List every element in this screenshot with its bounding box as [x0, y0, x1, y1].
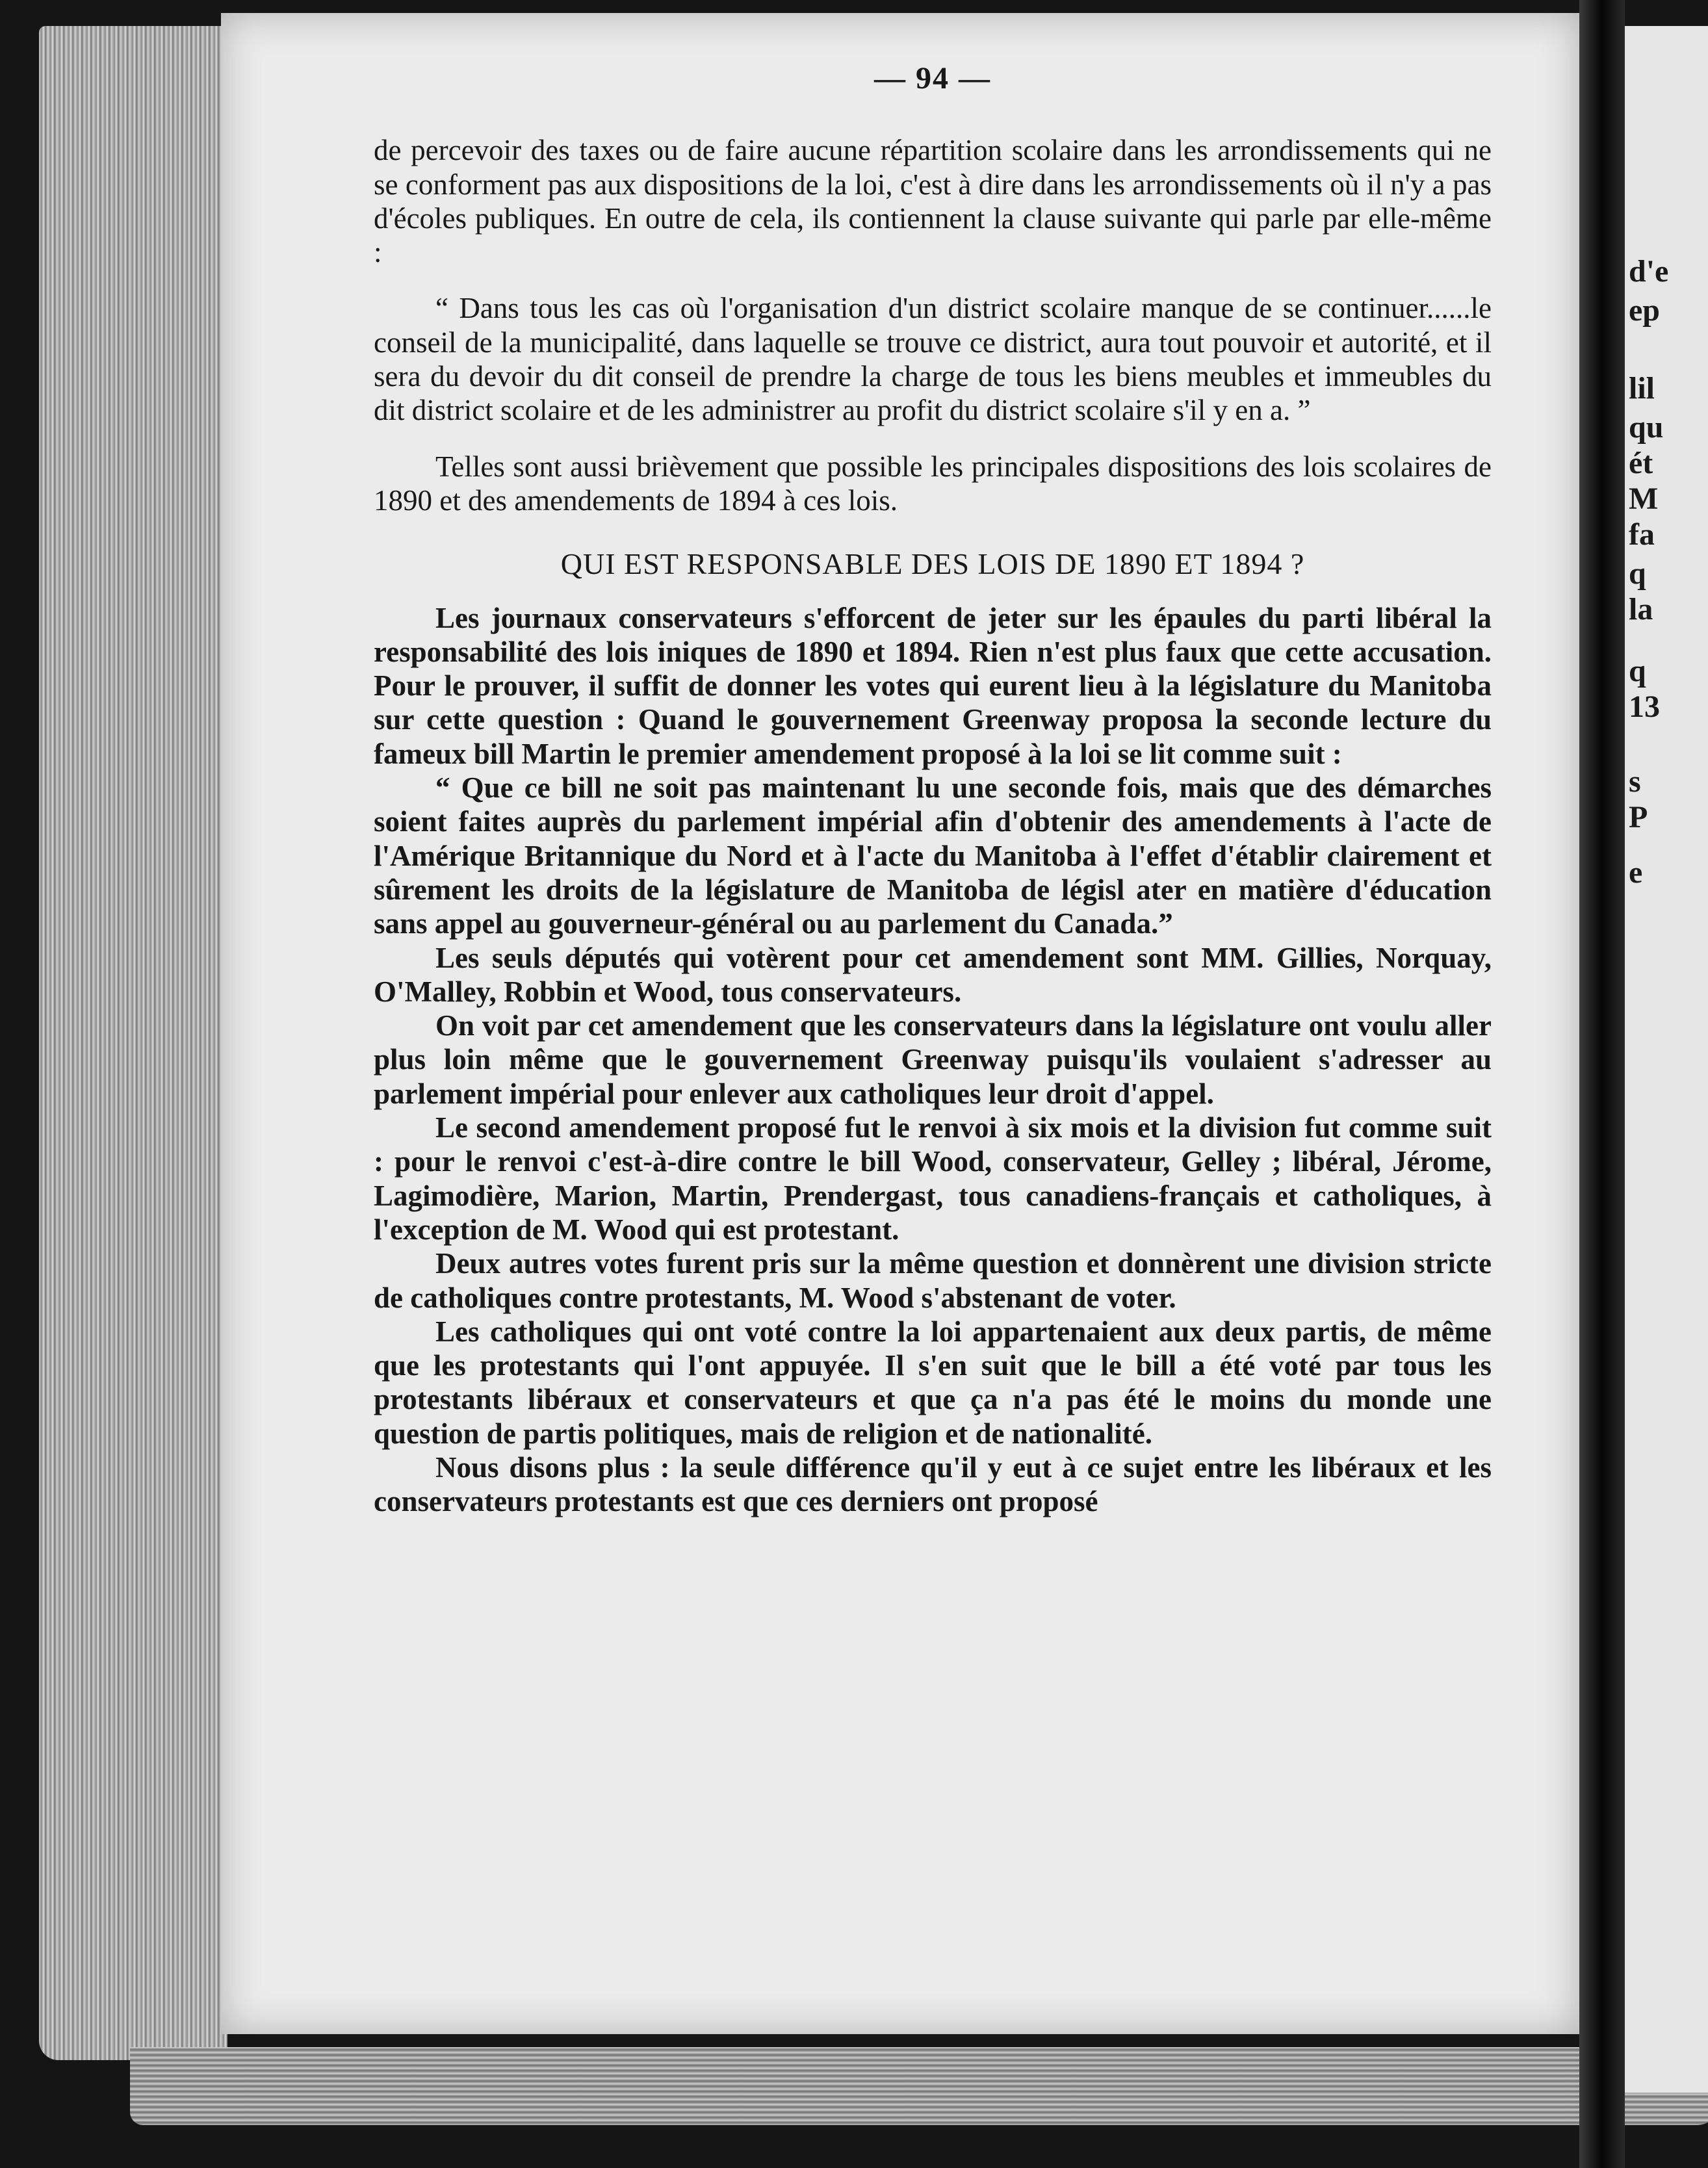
section-heading: QUI EST RESPONSABLE DES LOIS DE 1890 ET 1894 ?: [560, 547, 1305, 581]
facing-page-fragment: ep: [1629, 293, 1660, 328]
page-edges-left: [39, 26, 227, 2060]
facing-page-fragment: P: [1629, 800, 1648, 834]
facing-page-fragment: M: [1629, 482, 1659, 516]
facing-page-fragment: d'e: [1629, 254, 1669, 289]
facing-page: [1625, 26, 1708, 2093]
facing-page-fragment: fa: [1629, 517, 1655, 552]
facing-page-fragment: ét: [1629, 446, 1653, 480]
facing-page-fragment: q: [1629, 654, 1646, 688]
facing-page-fragment: q: [1629, 556, 1646, 591]
facing-page-fragment: qu: [1629, 410, 1664, 445]
paragraph: de percevoir des taxes ou de faire aucune répartition scolaire dans les arrondissements qui ne se conforment pas aux dispositions de la loi, c'est à dire dans les arrondissements où il n'y a pas d'écoles publiques. En outre de cela, ils contiennent la clause suivante qui parle par elle-même :: [374, 134, 1492, 269]
facing-page-fragment: e: [1629, 855, 1643, 890]
paragraph: Les catholiques qui ont voté contre la loi appartenaient aux deux partis, de même que les protestants qui l'ont appuyée. Il s'en suit que le bill a été voté par tous les protestants libéraux et conservateurs et que ça n'a pas été le moins du monde une question de partis politiques, mais de religion et de nationalité.: [374, 1315, 1492, 1450]
facing-page-fragment: s: [1629, 764, 1641, 799]
page-number: — 94 —: [874, 61, 991, 96]
quoted-amendment: “ Que ce bill ne soit pas maintenant lu une seconde fois, mais que des démarches soient faites auprès du parlement impérial afin d'obtenir des amendements à l'acte de l'Amérique Britannique du Nord et à l'acte du Manitoba à l'effet d'établir clairement et sûrement les droits de la législature de Manitoba de législ ater en matière d'éducation sans appel au gouverneur-général ou au parlement du Canada.”: [374, 771, 1492, 940]
facing-page-fragment: la: [1629, 592, 1653, 626]
facing-page-fragment: lil: [1629, 371, 1655, 406]
paragraph: Nous disons plus : la seule différence qu'il y eut à ce sujet entre les libéraux et les conservateurs protestants est que ces derniers ont proposé: [374, 1451, 1492, 1518]
page-text: [374, 62, 1492, 1519]
paragraph: Les seuls députés qui votèrent pour cet amendement sont MM. Gillies, Norquay, O'Malley, Robbin et Wood, tous conservateurs.: [374, 941, 1492, 1008]
page-edges-bottom: [130, 2047, 1708, 2125]
paragraph: Les journaux conservateurs s'efforcent de jeter sur les épaules du parti libéral la responsabilité des lois iniques de 1890 et 1894. Rien n'est plus faux que cette accusation. Pour le prouver, il suffit de donner les votes qui eurent lieu à la législature du Manitoba sur cette question : Quand le gouvernement Greenway proposa la seconde lecture du fameux bill Martin le premier amendement proposé à la loi se lit comme suit :: [374, 601, 1492, 770]
facing-page-fragment: 13: [1629, 690, 1660, 724]
quoted-clause: “ Dans tous les cas où l'organisation d'un district scolaire manque de se continuer......le conseil de la municipalité, dans laquelle se trouve ce district, aura tout pouvoir et autorité, et il sera du devoir du dit conseil de prendre la charge de tous les biens meubles et immeubles du dit district scolaire et de les administrer au profit du district scolaire s'il y en a. ”: [374, 292, 1492, 427]
paragraph: Deux autres votes furent pris sur la même question et donnèrent une division stricte de catholiques contre protestants, M. Wood s'abstenant de voter.: [374, 1247, 1492, 1314]
paragraph: Telles sont aussi brièvement que possible les principales dispositions des lois scolaires de 1890 et des amendements de 1894 à ces lois.: [374, 450, 1492, 517]
paragraph: On voit par cet amendement que les conservateurs dans la législature ont voulu aller plus loin même que le gouvernement Greenway puisqu'ils voulaient s'adresser au parlement impérial pour enlever aux catholiques leur droit d'appel.: [374, 1009, 1492, 1110]
book-gutter: [1579, 0, 1625, 2168]
paragraph: Le second amendement proposé fut le renvoi à six mois et la division fut comme suit : pour le renvoi c'est-à-dire contre le bill Wood, conservateur, Gelley ; libéral, Jérome, Lagimodière, Marion, Martin, Prendergast, tous canadiens-français et catholiques, à l'exception de M. Wood qui est protestant.: [374, 1111, 1492, 1246]
